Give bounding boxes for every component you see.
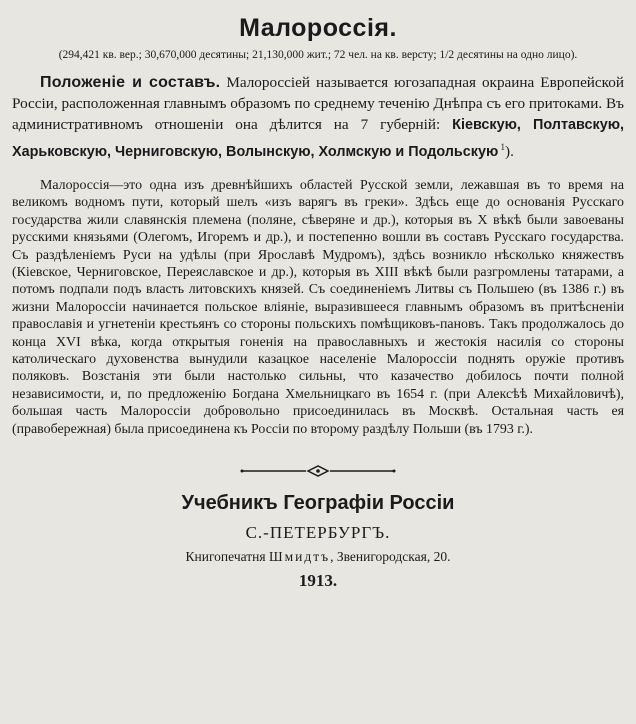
printer-prefix: Книгопечатня — [185, 548, 269, 564]
page-title: Малороссія. — [239, 14, 397, 42]
publication-year: 1913. — [298, 570, 338, 590]
section-position-composition — [12, 72, 624, 163]
book-title: Учебникъ Географіи Россіи — [181, 491, 455, 514]
section-text-1: Малороссіей называется югозападная окраина Европейской Россіи, расположенная главнымъ образомъ по среднему теченію Днѣпра съ его притоками. Въ административномъ отношеніи она дѣлится на 7 губерній: — [12, 74, 625, 134]
printer-line — [12, 548, 624, 566]
divider-ornament — [238, 464, 398, 478]
footnote-marker: 1 — [498, 141, 506, 152]
history-paragraph: Малороссія—это одна изъ древнѣйшихъ областей Русской земли, лежавшая въ то время на великомъ водномъ пути, который шелъ «изъ варягъ въ греки». Здѣсь еще до основанія Русскаго государства жили славянскія племена (поляне, сѣверяне и др.), которыя въ X вѣкѣ были завоеваны русскими князьями (Олегомъ, Игоремъ и др.), и постепенно вошли въ составъ Русскаго государства. Съ раздѣленіемъ Руси на удѣлы (при Ярославѣ Мудромъ), здѣсь возникло нѣсколько княжествъ (Кіевское, Черниговское, Переяславское и др.), которыя въ XIII вѣкѣ были разгромлены татарами, а потомъ подпали подъ власть литовскихъ князей. Съ соединеніемъ Литвы съ Польшею (въ 1386 г.) въ жизни Малороссіи начинается польское вліяніе, выразившееся главнымъ образомъ въ притѣсненіи православія и угнетеніи крестьянъ со стороны польскихъ помѣщиковъ-пановъ. Такъ продолжалось до конца XVI вѣка, когда открытыя гоненія на православныхъ и жестокія насилія со стороны католическаго духовенства вынудили казацкое населеніе Малороссіи поднять оружіе противъ поляковъ. Возстанія эти были настолько сильны, что казачество добилось почти полной независимости, и, по предложенію Богдана Хмельницкаго въ 1654 г. (при Алексѣѣ Михайловичѣ), большая часть Малороссіи добровольно присоединилась въ Москвѣ. Остальная часть ея (правобережная) была присоединена къ Россіи по второму раздѣлу Польши (въ 1793 г.). — [12, 177, 624, 437]
stats-main: (294,421 кв. вер.; 30,670,000 десятины; 21,130,000 жит.; 72 чел. на кв. версту; 1 — [58, 49, 446, 61]
publication-city: С.-ПЕТЕРБУРГЪ. — [245, 522, 391, 542]
printer-name: Шмидтъ — [268, 548, 331, 564]
area-statistics — [12, 48, 624, 62]
section-text-2: ). — [505, 142, 514, 160]
section-heading: Положеніе и составъ. — [40, 74, 221, 91]
governorates-list: Кіевскую, Полтавскую, Харьковскую, Черниговскую, Волынскую, Холмскую и Подольскую — [12, 117, 624, 160]
stats-fraction: /2 — [445, 49, 455, 61]
printer-address: , Звенигородская, 20. — [330, 548, 451, 564]
stats-tail: десятины на одно лицо). — [454, 49, 578, 61]
